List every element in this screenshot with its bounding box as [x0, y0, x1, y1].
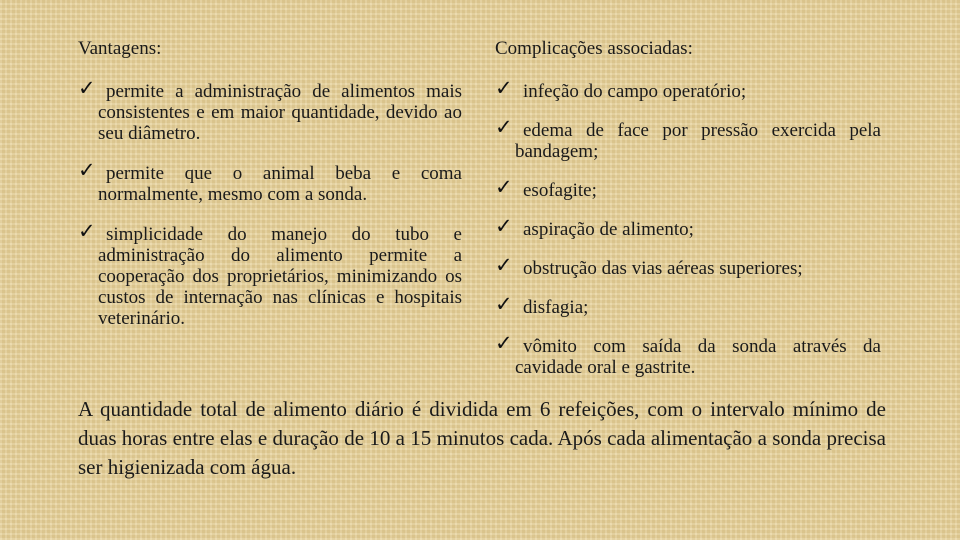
- advantages-column: [78, 38, 462, 348]
- list-item-text: obstrução das vias aéreas superiores;: [523, 257, 803, 279]
- list-item: [495, 114, 881, 162]
- list-item-text: simplicidade do manejo do tubo e administração do alimento permite a cooperação dos proprietários, minimizando os custos de internação nas clínicas e hospitais veterinário.: [98, 223, 462, 329]
- list-item-text: aspiração de alimento;: [523, 218, 694, 240]
- list-item: [78, 218, 462, 329]
- check-icon: ✓: [495, 114, 513, 139]
- check-icon: ✓: [495, 252, 513, 277]
- list-item: [495, 291, 881, 318]
- list-item: [78, 75, 462, 144]
- complications-heading: Complicações associadas:: [495, 38, 693, 59]
- list-item: [78, 157, 462, 205]
- list-item: [495, 174, 881, 201]
- check-icon: ✓: [495, 291, 513, 316]
- list-item-text: infeção do campo operatório;: [523, 80, 747, 102]
- check-icon: ✓: [78, 75, 96, 100]
- list-item: [495, 252, 881, 279]
- complications-list: [495, 75, 881, 378]
- list-item-text: disfagia;: [523, 296, 589, 318]
- list-item: [495, 213, 881, 240]
- check-icon: ✓: [495, 330, 513, 355]
- advantages-list: [78, 75, 462, 329]
- list-item-text: permite que o animal beba e coma normalmente, mesmo com a sonda.: [98, 162, 462, 205]
- list-item-text: esofagite;: [523, 179, 597, 201]
- check-icon: ✓: [495, 213, 513, 238]
- list-item-text: permite a administração de alimentos mais consistentes e em maior quantidade, devido ao seu diâmetro.: [98, 80, 462, 144]
- check-icon: ✓: [78, 157, 96, 182]
- list-item-text: edema de face por pressão exercida pela bandagem;: [515, 119, 881, 162]
- check-icon: ✓: [78, 218, 96, 243]
- list-item: [495, 330, 881, 378]
- feeding-paragraph: A quantidade total de alimento diário é dividida em 6 refeições, com o intervalo mínimo de duas horas entre elas e duração de 10 a 15 minutos cada. Após cada alimentação a sonda precisa ser higienizada com água.: [78, 397, 886, 479]
- list-item: [495, 75, 881, 102]
- complications-column: [495, 38, 881, 396]
- check-icon: ✓: [495, 75, 513, 100]
- check-icon: ✓: [495, 174, 513, 199]
- advantages-heading: Vantagens:: [78, 38, 162, 59]
- list-item-text: vômito com saída da sonda através da cavidade oral e gastrite.: [515, 335, 881, 378]
